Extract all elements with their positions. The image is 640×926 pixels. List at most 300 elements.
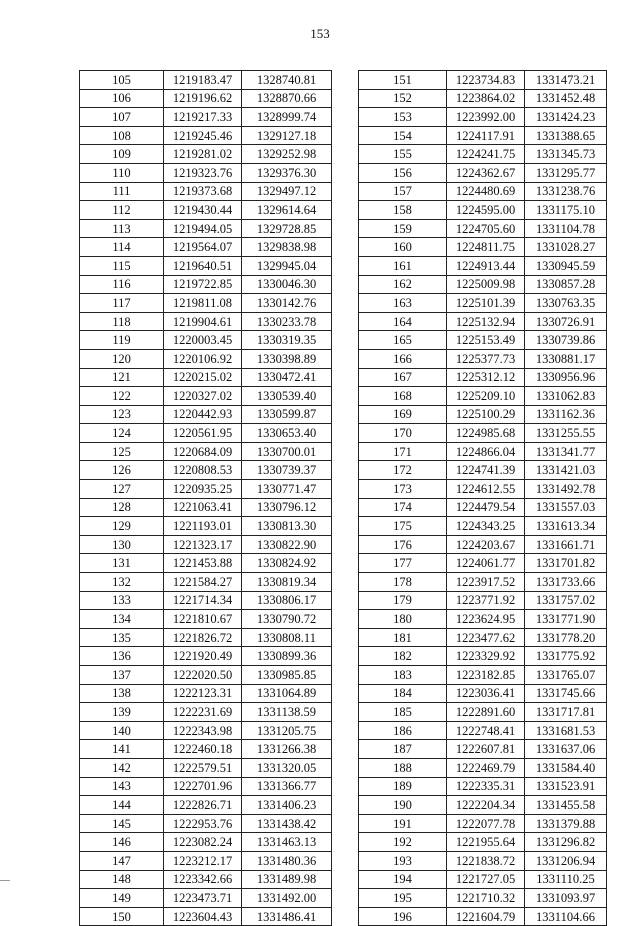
- y-coordinate-cell: 1330790.72: [242, 610, 332, 629]
- point-number-cell: 126: [80, 461, 164, 480]
- y-coordinate-cell: 1331238.76: [525, 182, 607, 201]
- x-coordinate-cell: 1223477.62: [447, 628, 525, 647]
- y-coordinate-cell: 1331320.05: [242, 758, 332, 777]
- table-row: [80, 145, 332, 164]
- table-row: [359, 405, 607, 424]
- y-coordinate-cell: 1331162.36: [525, 405, 607, 424]
- table-row: [80, 424, 332, 443]
- y-coordinate-cell: 1331701.82: [525, 554, 607, 573]
- y-coordinate-cell: 1330142.76: [242, 294, 332, 313]
- point-number-cell: 140: [80, 721, 164, 740]
- x-coordinate-cell: 1224811.75: [447, 238, 525, 257]
- x-coordinate-cell: 1219430.44: [164, 201, 242, 220]
- x-coordinate-cell: 1221826.72: [164, 628, 242, 647]
- point-number-cell: 144: [80, 796, 164, 815]
- table-row: [80, 610, 332, 629]
- table-row: [80, 480, 332, 499]
- x-coordinate-cell: 1224741.39: [447, 461, 525, 480]
- table-row: [80, 182, 332, 201]
- x-coordinate-cell: 1219373.68: [164, 182, 242, 201]
- x-coordinate-cell: 1222460.18: [164, 740, 242, 759]
- point-number-cell: 131: [80, 554, 164, 573]
- y-coordinate-cell: 1331062.83: [525, 387, 607, 406]
- y-coordinate-cell: 1329614.64: [242, 201, 332, 220]
- x-coordinate-cell: 1219640.51: [164, 256, 242, 275]
- y-coordinate-cell: 1329728.85: [242, 219, 332, 238]
- table-row: [359, 424, 607, 443]
- point-number-cell: 109: [80, 145, 164, 164]
- y-coordinate-cell: 1330472.41: [242, 368, 332, 387]
- x-coordinate-cell: 1223329.92: [447, 647, 525, 666]
- table-row: [80, 126, 332, 145]
- point-number-cell: 168: [359, 387, 447, 406]
- point-number-cell: 150: [80, 907, 164, 926]
- table-row: [359, 573, 607, 592]
- y-coordinate-cell: 1331175.10: [525, 201, 607, 220]
- x-coordinate-cell: 1223771.92: [447, 591, 525, 610]
- point-number-cell: 134: [80, 610, 164, 629]
- y-coordinate-cell: 1329945.04: [242, 256, 332, 275]
- point-number-cell: 177: [359, 554, 447, 573]
- table-row: [359, 331, 607, 350]
- y-coordinate-cell: 1330726.91: [525, 312, 607, 331]
- y-coordinate-cell: 1330813.30: [242, 517, 332, 536]
- point-number-cell: 127: [80, 480, 164, 499]
- x-coordinate-cell: 1222077.78: [447, 814, 525, 833]
- point-number-cell: 164: [359, 312, 447, 331]
- x-coordinate-cell: 1220561.95: [164, 424, 242, 443]
- point-number-cell: 141: [80, 740, 164, 759]
- table-row: [359, 833, 607, 852]
- y-coordinate-cell: 1331492.78: [525, 480, 607, 499]
- point-number-cell: 106: [80, 89, 164, 108]
- point-number-cell: 139: [80, 703, 164, 722]
- table-row: [359, 256, 607, 275]
- point-number-cell: 146: [80, 833, 164, 852]
- x-coordinate-cell: 1219217.33: [164, 108, 242, 127]
- y-coordinate-cell: 1331104.66: [525, 907, 607, 926]
- y-coordinate-cell: 1329252.98: [242, 145, 332, 164]
- table-row: [359, 163, 607, 182]
- point-number-cell: 108: [80, 126, 164, 145]
- x-coordinate-cell: 1222335.31: [447, 777, 525, 796]
- y-coordinate-cell: 1330046.30: [242, 275, 332, 294]
- table-row: [359, 201, 607, 220]
- table-row: [80, 368, 332, 387]
- x-coordinate-cell: 1221584.27: [164, 573, 242, 592]
- point-number-cell: 152: [359, 89, 447, 108]
- y-coordinate-cell: 1331452.48: [525, 89, 607, 108]
- point-number-cell: 112: [80, 201, 164, 220]
- y-coordinate-cell: 1331064.89: [242, 684, 332, 703]
- x-coordinate-cell: 1221604.79: [447, 907, 525, 926]
- x-coordinate-cell: 1224343.25: [447, 517, 525, 536]
- point-number-cell: 120: [80, 349, 164, 368]
- table-row: [80, 573, 332, 592]
- x-coordinate-cell: 1222579.51: [164, 758, 242, 777]
- y-coordinate-cell: 1331492.00: [242, 889, 332, 908]
- point-number-cell: 167: [359, 368, 447, 387]
- x-coordinate-cell: 1222748.41: [447, 721, 525, 740]
- y-coordinate-cell: 1331388.65: [525, 126, 607, 145]
- y-coordinate-cell: 1331613.34: [525, 517, 607, 536]
- table-row: [80, 535, 332, 554]
- y-coordinate-cell: 1330945.59: [525, 256, 607, 275]
- table-row: [80, 294, 332, 313]
- table-row: [359, 777, 607, 796]
- table-row: [80, 591, 332, 610]
- point-number-cell: 138: [80, 684, 164, 703]
- point-number-cell: 117: [80, 294, 164, 313]
- table-row: [359, 368, 607, 387]
- table-row: [80, 758, 332, 777]
- x-coordinate-cell: 1219183.47: [164, 71, 242, 90]
- table-row: [359, 554, 607, 573]
- y-coordinate-cell: 1331681.53: [525, 721, 607, 740]
- x-coordinate-cell: 1225209.10: [447, 387, 525, 406]
- x-coordinate-cell: 1224705.60: [447, 219, 525, 238]
- table-row: [80, 349, 332, 368]
- table-row: [80, 777, 332, 796]
- point-number-cell: 166: [359, 349, 447, 368]
- x-coordinate-cell: 1224866.04: [447, 442, 525, 461]
- table-row: [80, 870, 332, 889]
- x-coordinate-cell: 1221453.88: [164, 554, 242, 573]
- x-coordinate-cell: 1225100.29: [447, 405, 525, 424]
- coordinates-table-left: [79, 70, 332, 926]
- x-coordinate-cell: 1223734.83: [447, 71, 525, 90]
- y-coordinate-cell: 1330653.40: [242, 424, 332, 443]
- table-row: [80, 666, 332, 685]
- point-number-cell: 121: [80, 368, 164, 387]
- x-coordinate-cell: 1221838.72: [447, 851, 525, 870]
- point-number-cell: 174: [359, 498, 447, 517]
- point-number-cell: 189: [359, 777, 447, 796]
- x-coordinate-cell: 1220106.92: [164, 349, 242, 368]
- point-number-cell: 159: [359, 219, 447, 238]
- table-row: [359, 71, 607, 90]
- point-number-cell: 128: [80, 498, 164, 517]
- x-coordinate-cell: 1219494.05: [164, 219, 242, 238]
- x-coordinate-cell: 1225153.49: [447, 331, 525, 350]
- x-coordinate-cell: 1223917.52: [447, 573, 525, 592]
- point-number-cell: 145: [80, 814, 164, 833]
- y-coordinate-cell: 1330824.92: [242, 554, 332, 573]
- table-row: [359, 275, 607, 294]
- y-coordinate-cell: 1330881.17: [525, 349, 607, 368]
- x-coordinate-cell: 1224203.67: [447, 535, 525, 554]
- point-number-cell: 191: [359, 814, 447, 833]
- x-coordinate-cell: 1221955.64: [447, 833, 525, 852]
- table-row: [359, 387, 607, 406]
- y-coordinate-cell: 1331104.78: [525, 219, 607, 238]
- point-number-cell: 133: [80, 591, 164, 610]
- table-row: [80, 721, 332, 740]
- point-number-cell: 125: [80, 442, 164, 461]
- point-number-cell: 157: [359, 182, 447, 201]
- point-number-cell: 110: [80, 163, 164, 182]
- point-number-cell: 176: [359, 535, 447, 554]
- point-number-cell: 123: [80, 405, 164, 424]
- point-number-cell: 135: [80, 628, 164, 647]
- x-coordinate-cell: 1224985.68: [447, 424, 525, 443]
- x-coordinate-cell: 1223036.41: [447, 684, 525, 703]
- y-coordinate-cell: 1331366.77: [242, 777, 332, 796]
- y-coordinate-cell: 1331486.41: [242, 907, 332, 926]
- table-row: [80, 684, 332, 703]
- x-coordinate-cell: 1224595.00: [447, 201, 525, 220]
- table-row: [80, 387, 332, 406]
- table-row: [80, 405, 332, 424]
- x-coordinate-cell: 1220935.25: [164, 480, 242, 499]
- table-row: [359, 758, 607, 777]
- point-number-cell: 114: [80, 238, 164, 257]
- table-row: [80, 796, 332, 815]
- y-coordinate-cell: 1331421.03: [525, 461, 607, 480]
- point-number-cell: 179: [359, 591, 447, 610]
- x-coordinate-cell: 1224479.54: [447, 498, 525, 517]
- coordinates-table-right: [358, 70, 607, 926]
- table-row: [359, 461, 607, 480]
- y-coordinate-cell: 1331733.66: [525, 573, 607, 592]
- x-coordinate-cell: 1224913.44: [447, 256, 525, 275]
- table-row: [80, 498, 332, 517]
- x-coordinate-cell: 1223864.02: [447, 89, 525, 108]
- y-coordinate-cell: 1331205.75: [242, 721, 332, 740]
- x-coordinate-cell: 1225132.94: [447, 312, 525, 331]
- x-coordinate-cell: 1219722.85: [164, 275, 242, 294]
- x-coordinate-cell: 1224241.75: [447, 145, 525, 164]
- x-coordinate-cell: 1220442.93: [164, 405, 242, 424]
- y-coordinate-cell: 1331028.27: [525, 238, 607, 257]
- table-row: [80, 219, 332, 238]
- point-number-cell: 156: [359, 163, 447, 182]
- point-number-cell: 160: [359, 238, 447, 257]
- point-number-cell: 142: [80, 758, 164, 777]
- y-coordinate-cell: 1330700.01: [242, 442, 332, 461]
- y-coordinate-cell: 1331523.91: [525, 777, 607, 796]
- x-coordinate-cell: 1225377.73: [447, 349, 525, 368]
- x-coordinate-cell: 1222204.34: [447, 796, 525, 815]
- table-row: [80, 163, 332, 182]
- point-number-cell: 151: [359, 71, 447, 90]
- y-coordinate-cell: 1331295.77: [525, 163, 607, 182]
- point-number-cell: 116: [80, 275, 164, 294]
- x-coordinate-cell: 1222469.79: [447, 758, 525, 777]
- y-coordinate-cell: 1331661.71: [525, 535, 607, 554]
- y-coordinate-cell: 1331296.82: [525, 833, 607, 852]
- x-coordinate-cell: 1219564.07: [164, 238, 242, 257]
- table-row: [359, 647, 607, 666]
- point-number-cell: 175: [359, 517, 447, 536]
- x-coordinate-cell: 1222123.31: [164, 684, 242, 703]
- y-coordinate-cell: 1330539.40: [242, 387, 332, 406]
- y-coordinate-cell: 1330398.89: [242, 349, 332, 368]
- table-row: [359, 535, 607, 554]
- y-coordinate-cell: 1331745.66: [525, 684, 607, 703]
- table-row: [359, 89, 607, 108]
- x-coordinate-cell: 1225312.12: [447, 368, 525, 387]
- page-number: 153: [310, 26, 330, 41]
- x-coordinate-cell: 1223604.43: [164, 907, 242, 926]
- x-coordinate-cell: 1221920.49: [164, 647, 242, 666]
- y-coordinate-cell: 1331775.92: [525, 647, 607, 666]
- table-row: [359, 349, 607, 368]
- table-row: [359, 721, 607, 740]
- point-number-cell: 171: [359, 442, 447, 461]
- y-coordinate-cell: 1330899.36: [242, 647, 332, 666]
- point-number-cell: 158: [359, 201, 447, 220]
- x-coordinate-cell: 1222701.96: [164, 777, 242, 796]
- x-coordinate-cell: 1225101.39: [447, 294, 525, 313]
- y-coordinate-cell: 1329376.30: [242, 163, 332, 182]
- table-row: [80, 851, 332, 870]
- table-row: [80, 628, 332, 647]
- point-number-cell: 190: [359, 796, 447, 815]
- x-coordinate-cell: 1223212.17: [164, 851, 242, 870]
- footer-rule: [0, 880, 10, 881]
- table-row: [359, 182, 607, 201]
- y-coordinate-cell: 1330763.35: [525, 294, 607, 313]
- point-number-cell: 194: [359, 870, 447, 889]
- table-row: [80, 461, 332, 480]
- point-number-cell: 115: [80, 256, 164, 275]
- x-coordinate-cell: 1223624.95: [447, 610, 525, 629]
- table-row: [359, 610, 607, 629]
- x-coordinate-cell: 1219245.46: [164, 126, 242, 145]
- point-number-cell: 169: [359, 405, 447, 424]
- x-coordinate-cell: 1221193.01: [164, 517, 242, 536]
- table-row: [80, 108, 332, 127]
- table-row: [80, 331, 332, 350]
- y-coordinate-cell: 1331455.58: [525, 796, 607, 815]
- x-coordinate-cell: 1224362.67: [447, 163, 525, 182]
- table-row: [80, 312, 332, 331]
- x-coordinate-cell: 1223473.71: [164, 889, 242, 908]
- y-coordinate-cell: 1330233.78: [242, 312, 332, 331]
- y-coordinate-cell: 1331463.13: [242, 833, 332, 852]
- point-number-cell: 184: [359, 684, 447, 703]
- table-row: [80, 238, 332, 257]
- point-number-cell: 183: [359, 666, 447, 685]
- table-row: [359, 219, 607, 238]
- x-coordinate-cell: 1221714.34: [164, 591, 242, 610]
- table-row: [359, 796, 607, 815]
- table-row: [80, 275, 332, 294]
- point-number-cell: 148: [80, 870, 164, 889]
- table-row: [80, 89, 332, 108]
- x-coordinate-cell: 1223992.00: [447, 108, 525, 127]
- table-row: [359, 294, 607, 313]
- y-coordinate-cell: 1330956.96: [525, 368, 607, 387]
- table-row: [359, 126, 607, 145]
- point-number-cell: 111: [80, 182, 164, 201]
- x-coordinate-cell: 1220215.02: [164, 368, 242, 387]
- y-coordinate-cell: 1331110.25: [525, 870, 607, 889]
- x-coordinate-cell: 1220327.02: [164, 387, 242, 406]
- x-coordinate-cell: 1219196.62: [164, 89, 242, 108]
- y-coordinate-cell: 1330857.28: [525, 275, 607, 294]
- point-number-cell: 147: [80, 851, 164, 870]
- table-row: [80, 554, 332, 573]
- x-coordinate-cell: 1219323.76: [164, 163, 242, 182]
- y-coordinate-cell: 1331757.02: [525, 591, 607, 610]
- point-number-cell: 162: [359, 275, 447, 294]
- table-row: [80, 814, 332, 833]
- table-row: [80, 647, 332, 666]
- y-coordinate-cell: 1331584.40: [525, 758, 607, 777]
- point-number-cell: 165: [359, 331, 447, 350]
- y-coordinate-cell: 1331771.90: [525, 610, 607, 629]
- point-number-cell: 186: [359, 721, 447, 740]
- table-row: [359, 740, 607, 759]
- point-number-cell: 113: [80, 219, 164, 238]
- point-number-cell: 119: [80, 331, 164, 350]
- point-number-cell: 173: [359, 480, 447, 499]
- y-coordinate-cell: 1331266.38: [242, 740, 332, 759]
- x-coordinate-cell: 1224612.55: [447, 480, 525, 499]
- table-row: [359, 889, 607, 908]
- point-number-cell: 161: [359, 256, 447, 275]
- y-coordinate-cell: 1330819.34: [242, 573, 332, 592]
- x-coordinate-cell: 1222953.76: [164, 814, 242, 833]
- x-coordinate-cell: 1220684.09: [164, 442, 242, 461]
- point-number-cell: 196: [359, 907, 447, 926]
- y-coordinate-cell: 1331406.23: [242, 796, 332, 815]
- point-number-cell: 182: [359, 647, 447, 666]
- table-row: [359, 851, 607, 870]
- x-coordinate-cell: 1221063.41: [164, 498, 242, 517]
- x-coordinate-cell: 1219281.02: [164, 145, 242, 164]
- point-number-cell: 154: [359, 126, 447, 145]
- x-coordinate-cell: 1223182.85: [447, 666, 525, 685]
- x-coordinate-cell: 1222231.69: [164, 703, 242, 722]
- table-row: [80, 907, 332, 926]
- point-number-cell: 181: [359, 628, 447, 647]
- table-row: [80, 71, 332, 90]
- y-coordinate-cell: 1331341.77: [525, 442, 607, 461]
- y-coordinate-cell: 1330739.86: [525, 331, 607, 350]
- point-number-cell: 195: [359, 889, 447, 908]
- point-number-cell: 124: [80, 424, 164, 443]
- point-number-cell: 170: [359, 424, 447, 443]
- y-coordinate-cell: 1331637.06: [525, 740, 607, 759]
- x-coordinate-cell: 1220003.45: [164, 331, 242, 350]
- x-coordinate-cell: 1221323.17: [164, 535, 242, 554]
- x-coordinate-cell: 1222020.50: [164, 666, 242, 685]
- point-number-cell: 107: [80, 108, 164, 127]
- point-number-cell: 136: [80, 647, 164, 666]
- table-row: [359, 517, 607, 536]
- y-coordinate-cell: 1330771.47: [242, 480, 332, 499]
- table-row: [80, 833, 332, 852]
- y-coordinate-cell: 1329838.98: [242, 238, 332, 257]
- point-number-cell: 172: [359, 461, 447, 480]
- x-coordinate-cell: 1223342.66: [164, 870, 242, 889]
- point-number-cell: 149: [80, 889, 164, 908]
- point-number-cell: 153: [359, 108, 447, 127]
- x-coordinate-cell: 1224061.77: [447, 554, 525, 573]
- y-coordinate-cell: 1330319.35: [242, 331, 332, 350]
- y-coordinate-cell: 1331473.21: [525, 71, 607, 90]
- y-coordinate-cell: 1329497.12: [242, 182, 332, 201]
- y-coordinate-cell: 1330739.37: [242, 461, 332, 480]
- point-number-cell: 193: [359, 851, 447, 870]
- y-coordinate-cell: 1331379.88: [525, 814, 607, 833]
- point-number-cell: 122: [80, 387, 164, 406]
- y-coordinate-cell: 1331138.59: [242, 703, 332, 722]
- y-coordinate-cell: 1328870.66: [242, 89, 332, 108]
